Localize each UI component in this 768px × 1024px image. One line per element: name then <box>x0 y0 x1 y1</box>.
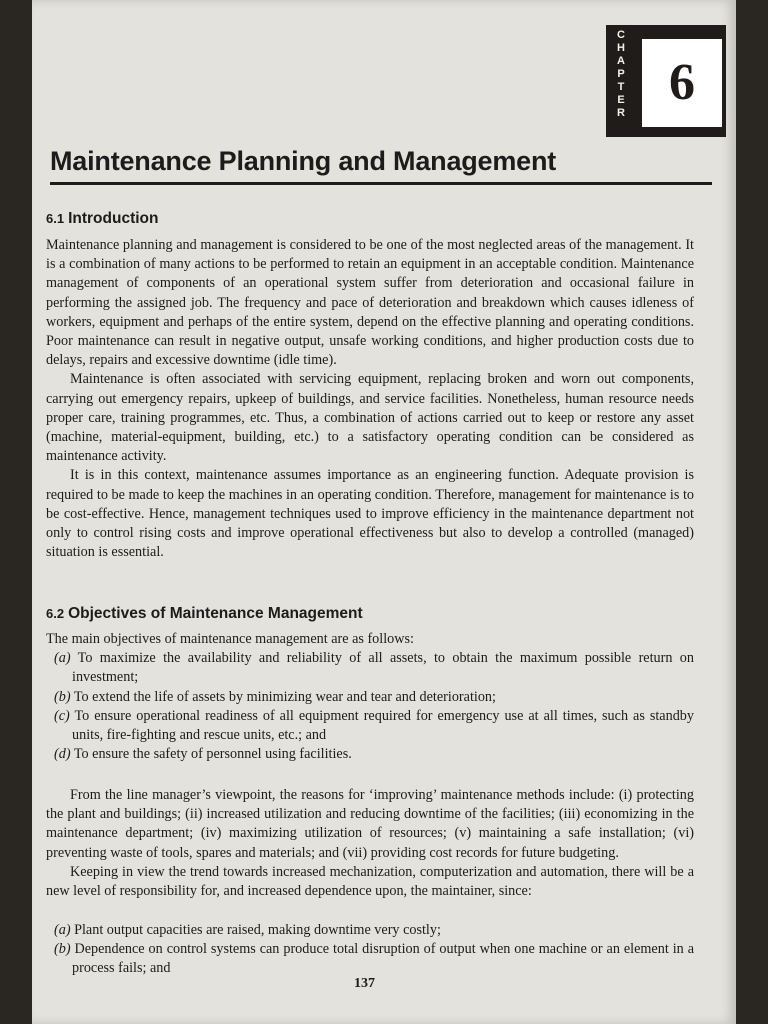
item-text: To maximize the availability and reliability of all assets, to obtain the maximum possible return on investment; <box>72 650 694 686</box>
item-label: (a) <box>54 922 71 938</box>
list-item <box>46 921 694 940</box>
page-number: 137 <box>354 976 375 991</box>
section-number: 6.1 <box>46 211 65 226</box>
objectives-list <box>46 630 694 764</box>
section-title: Introduction <box>68 210 159 227</box>
improving-body <box>46 786 694 901</box>
list-item <box>46 940 694 978</box>
paragraph: Maintenance is often associated with servicing equipment, replacing broken and worn out components, carrying out emergency repairs, upkeep of buildings, and service facilities. Nonetheless, human resource needs proper care, training programmes, etc. Thus, a combination of actions carried out to keep or restore any asset (machine, material-equipment, building, etc.) to a satisfactory operating condition can be considered as maintenance activity. <box>46 371 694 465</box>
chapter-label <box>614 29 628 120</box>
chapter-number: 6 <box>642 39 722 127</box>
chapter-letter: E <box>617 94 625 106</box>
item-text: Plant output capacities are raised, making downtime very costly; <box>74 922 441 938</box>
item-text: To ensure the safety of personnel using facilities. <box>73 746 352 763</box>
item-label: (b) <box>54 941 71 958</box>
objectives-intro: The main objectives of maintenance management are as follows: <box>46 631 414 647</box>
chapter-letter: H <box>617 42 625 54</box>
section-title: Objectives of Maintenance Management <box>68 605 363 622</box>
list-item <box>46 745 694 764</box>
title-underline <box>50 182 712 185</box>
introduction-body <box>46 236 694 562</box>
item-label: (a) <box>54 650 71 667</box>
item-label: (b) <box>54 688 71 705</box>
item-label: (c) <box>54 707 70 724</box>
paragraph: It is in this context, maintenance assumes importance as an engineering function. Adequate provision is required to be made to keep the machines in an operating condition. Therefore, management for maintenance is to be cost-effective. Hence, management techniques used to improve efficiency in the maintenance department not only to control rising costs and improve operational effectiveness but also to develop a controlled (managed) situation is essential. <box>46 467 694 561</box>
chapter-letter: P <box>617 68 625 80</box>
paragraph: Keeping in view the trend towards increased mechanization, computerization and automation, there will be a new level of responsibility for, and increased dependence upon, the maintainer, since: <box>46 863 694 900</box>
item-text: Dependence on control systems can produce total disruption of output when one machine or an element in a process fails; and <box>72 941 695 977</box>
paragraph: Maintenance planning and management is considered to be one of the most neglected areas of the management. It is a combination of many actions to be performed to retain an equipment in an acceptable condition. Maintenance management of components of an operational system suffer from deterioration and occasional failure in performing the assigned job. The frequency and pace of deterioration and breakdown which causes idleness of workers, equipment and perhaps of the entire system, depend on the effective planning and operating conditions. Poor maintenance can result in negative output, unsafe working conditions, and higher production costs due to delays, repairs and excessive downtime (idle time). <box>46 237 694 369</box>
chapter-letter: T <box>617 81 625 93</box>
chapter-letter: R <box>617 107 625 119</box>
consequences-list <box>46 921 694 979</box>
chapter-title: Maintenance Planning and Management <box>50 146 557 176</box>
item-label: (d) <box>54 746 71 763</box>
book-page <box>32 0 736 1024</box>
list-item <box>46 649 694 687</box>
paragraph: From the line manager’s viewpoint, the reasons for ‘improving’ maintenance methods include: (i) protecting the plant and buildings; (ii) increased utilization and reducing downtime of the facilities; (iii) economizing in the maintenance department; (iv) maximizing utilization of resources; (v) maintaining a safe installation; (vi) preventing waste of tools, spares and materials; and (vii) providing cost records for future budgeting. <box>46 787 694 861</box>
item-text: To extend the life of assets by minimizing wear and tear and deterioration; <box>73 688 496 705</box>
list-item <box>46 688 694 707</box>
chapter-letter: A <box>617 55 625 67</box>
item-text: To ensure operational readiness of all equipment required for emergency use at all times, such as standby units, fire-fighting and rescue units, etc.; and <box>72 707 694 744</box>
section-number: 6.2 <box>46 606 65 621</box>
list-item <box>46 707 694 745</box>
section-heading-introduction <box>46 210 158 228</box>
chapter-letter: C <box>617 29 625 41</box>
section-heading-objectives <box>46 605 363 623</box>
chapter-badge <box>606 25 726 137</box>
